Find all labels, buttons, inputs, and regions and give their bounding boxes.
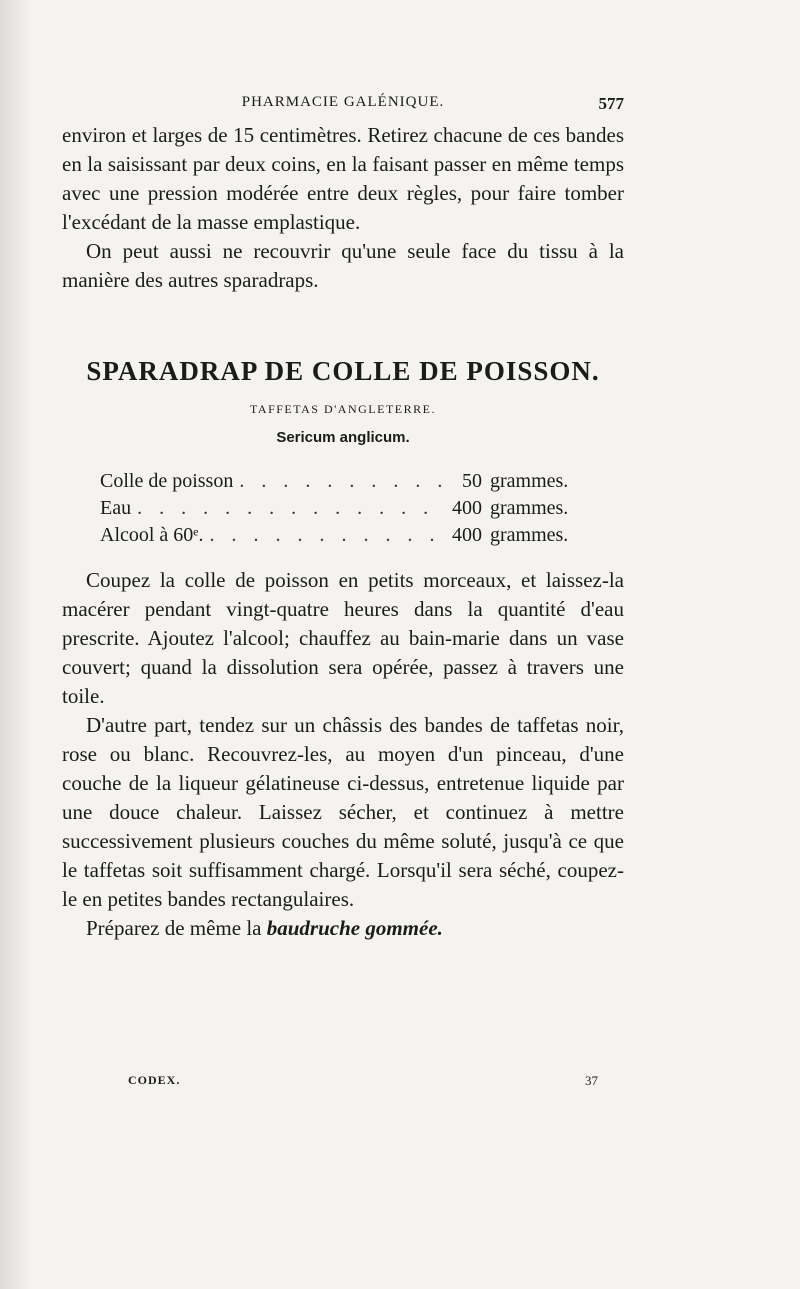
paragraph-text: Préparez de même la	[86, 916, 267, 940]
ingredient-unit: grammes.	[490, 470, 569, 492]
paragraph: Coupez la colle de poisson en petits morceaux, et laissez-la macérer pendant vingt-quatre heures dans la quantité d'eau prescrite. Ajoutez l'alcool; chauffez au bain-marie dans un vase couvert; quand la dissolution sera opérée, passez à travers une toile.	[62, 568, 624, 708]
page-number: 577	[598, 94, 624, 113]
ingredient-unit: grammes.	[490, 524, 569, 546]
latin-name: Sericum anglicum.	[276, 429, 410, 446]
section-subtitle: TAFFETAS D'ANGLETERRE.	[250, 402, 436, 416]
intro-text	[62, 121, 624, 295]
page-header	[62, 94, 624, 118]
ingredient-name: Colle de poisson	[100, 470, 234, 492]
footer-signature: CODEX.	[128, 1073, 181, 1087]
ingredient-quantity: 50	[462, 470, 482, 492]
paragraph: environ et larges de 15 centimètres. Retirez chacune de ces bandes en la saisissant par deux coins, en la faisant passer en même temps avec une pression modérée entre deux règles, pour faire tomber l'excédant de la masse emplastique.	[62, 123, 624, 234]
ingredient-name: Alcool à 60ᵉ.	[100, 524, 204, 546]
ingredient-quantity: 400	[452, 524, 482, 546]
italic-term: baudruche gommée.	[266, 916, 443, 940]
ingredient-row	[100, 497, 590, 524]
directions-text	[62, 566, 624, 943]
ingredient-unit: grammes.	[490, 497, 569, 519]
paragraph	[62, 914, 624, 943]
recipe-list	[100, 470, 590, 551]
page-gutter-shadow	[0, 0, 30, 1289]
leader-dots	[209, 524, 442, 547]
running-head: PHARMACIE GALÉNIQUE.	[241, 94, 445, 110]
ingredient-row	[100, 470, 590, 497]
paragraph: D'autre part, tendez sur un châssis des bandes de taffetas noir, rose ou blanc. Recouvrez-les, au moyen d'un pinceau, d'une couche de la liqueur gélatineuse ci-dessus, entretenue liquide par une douce chaleur. Laissez sécher, et continuez à mettre successivement plusieurs couches du même soluté, jusqu'à ce que le taffetas soit suffisamment chargé. Lorsqu'il sera séché, coupez-le en petites bandes rectangulaires.	[62, 713, 624, 911]
ingredient-quantity: 400	[452, 497, 482, 519]
paragraph: On peut aussi ne recouvrir qu'une seule face du tissu à la manière des autres sparadraps.	[62, 239, 624, 292]
leader-dots	[239, 470, 442, 493]
section-title: SPARADRAP DE COLLE DE POISSON.	[86, 356, 600, 386]
footer-sheet-number: 37	[585, 1073, 598, 1088]
leader-dots	[137, 497, 442, 520]
page-footer	[128, 1073, 598, 1095]
ingredient-name: Eau	[100, 497, 132, 519]
ingredient-row	[100, 524, 590, 551]
